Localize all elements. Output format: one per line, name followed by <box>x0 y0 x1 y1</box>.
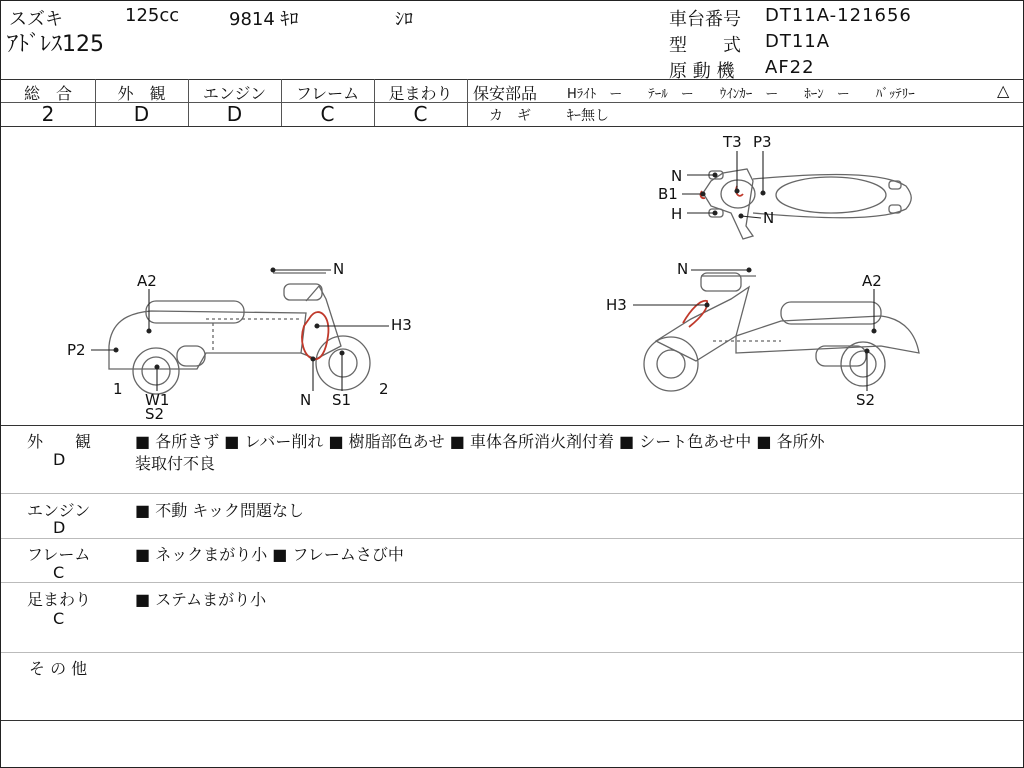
safety-parts-items: Hﾗｲﾄ ー ﾃｰﾙ ー ｳｲﾝｶｰ ー ﾎｰﾝ ー ﾊﾞｯﾃﾘｰ <box>567 87 915 102</box>
note-engine-label: エンジン <box>27 501 91 520</box>
label-left-n-top: N <box>333 260 345 278</box>
divider <box>1 79 1023 80</box>
note-exterior-label: 外 観 <box>27 432 92 451</box>
label-top-p3: P3 <box>753 133 772 151</box>
top-seat <box>776 177 886 213</box>
label-left-a2: A2 <box>137 272 157 290</box>
mileage: 9814 ｷﾛ <box>229 9 299 30</box>
grade-frame-label: フレーム <box>295 84 360 103</box>
note-exterior-text: ■ 各所きず ■ レバー削れ ■ 樹脂部色あせ ■ 車体各所消火剤付着 ■ シート色あせ中 ■ 各所外 <box>135 432 825 451</box>
label-top-n2: N <box>763 209 775 227</box>
note-engine-grade: D <box>53 518 66 537</box>
note-exterior-text-continued: 装取付不良 <box>135 454 216 473</box>
note-frame-grade: C <box>53 563 65 582</box>
left-front-wheel <box>316 336 370 390</box>
label-right-h3: H3 <box>606 296 627 314</box>
grade-exterior-label: 外 観 <box>117 84 166 103</box>
key-label: カ ギ <box>489 108 531 124</box>
label-right-n: N <box>677 260 689 278</box>
type-value: DT11A <box>765 31 831 52</box>
divider <box>1 493 1023 494</box>
type-label: 型 式 <box>669 35 741 56</box>
maker-name: スズキ <box>9 9 63 30</box>
note-engine-text: ■ 不動 キック問題なし <box>135 501 304 520</box>
label-left-h3: H3 <box>391 316 412 334</box>
damage-mark-left-h3 <box>302 312 328 359</box>
divider <box>1 538 1023 539</box>
grade-frame-value: C <box>320 102 335 126</box>
note-suspension-label: 足まわり <box>27 590 92 609</box>
grade-overall-value: 2 <box>41 102 55 126</box>
divider <box>1 652 1023 653</box>
displacement: 125cc <box>125 5 180 26</box>
engine-model-value: AF22 <box>765 57 815 78</box>
label-left-w1: W1 <box>145 391 170 409</box>
note-suspension-text: ■ ステムまがり小 <box>135 590 267 609</box>
label-top-h: H <box>671 205 683 223</box>
scooter-damage-diagram <box>1 127 1023 425</box>
engine-model-label: 原 動 機 <box>669 61 735 82</box>
label-right-a2: A2 <box>862 272 882 290</box>
label-left-2: 2 <box>379 380 389 398</box>
note-frame-text: ■ ネックまがり小 ■ フレームさび中 <box>135 545 404 564</box>
grade-suspension-value: C <box>413 102 428 126</box>
right-front-wheel <box>644 337 698 391</box>
label-left-1: 1 <box>113 380 123 398</box>
grade-exterior-value: D <box>133 102 150 126</box>
top-front-end <box>703 169 753 239</box>
safety-parts-label: 保安部品 <box>473 84 538 103</box>
grade-overall-label: 総 合 <box>23 84 72 103</box>
left-rear-wheel <box>133 348 179 394</box>
body-color: ｼﾛ <box>395 9 413 30</box>
frame-no-label: 車台番号 <box>669 9 741 30</box>
battery-triangle-icon: △ <box>997 81 1010 100</box>
label-top-n1: N <box>671 167 683 185</box>
label-left-p2: P2 <box>67 341 86 359</box>
divider <box>467 79 468 126</box>
label-right-s2: S2 <box>856 391 876 409</box>
divider <box>1 425 1023 426</box>
divider <box>1 582 1023 583</box>
left-body-panel <box>109 311 306 369</box>
model-name: ｱﾄﾞﾚｽ125 <box>7 32 104 57</box>
grade-suspension-label: 足まわり <box>388 84 453 103</box>
label-top-t3: T3 <box>723 133 742 151</box>
label-left-n-bottom: N <box>300 391 312 409</box>
grade-engine-value: D <box>226 102 243 126</box>
note-suspension-grade: C <box>53 609 65 628</box>
label-left-s1: S1 <box>332 391 352 409</box>
label-top-b1: B1 <box>658 185 678 203</box>
divider <box>1 720 1023 721</box>
note-exterior-grade: D <box>53 450 66 469</box>
grade-engine-label: エンジン <box>202 84 267 103</box>
key-value: ｷｰ無し <box>567 108 609 124</box>
frame-no: DT11A-121656 <box>765 5 912 26</box>
note-other-label: そ の 他 <box>29 659 88 678</box>
right-body-panel <box>736 316 919 353</box>
divider <box>467 102 1023 103</box>
label-left-s2: S2 <box>145 405 165 423</box>
note-frame-label: フレーム <box>27 545 91 564</box>
